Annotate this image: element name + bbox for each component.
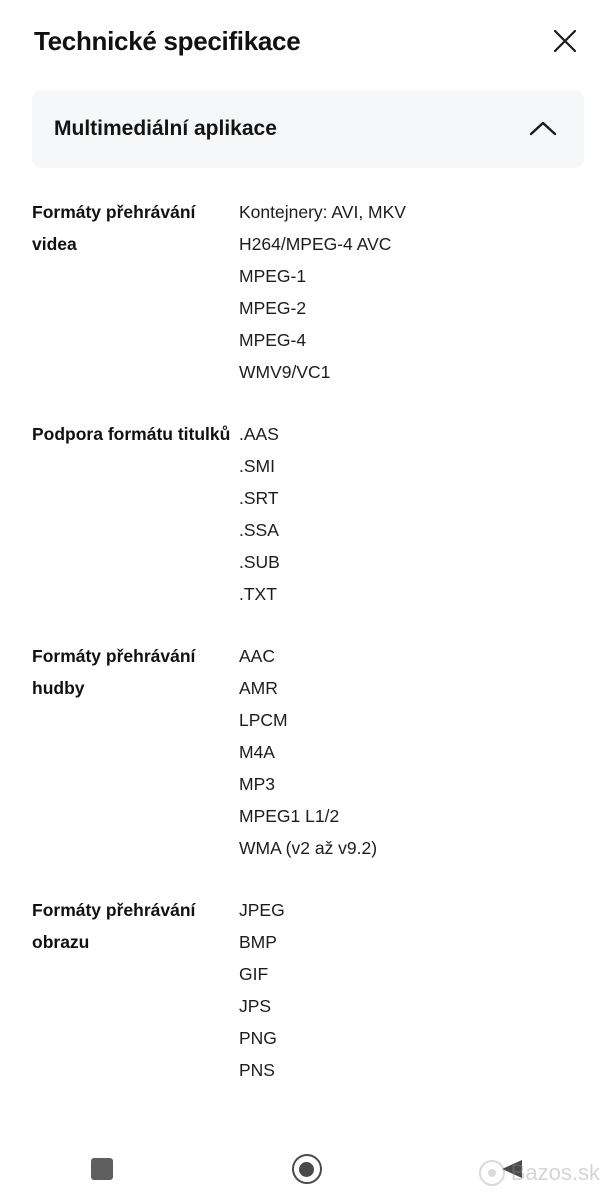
spec-values (239, 894, 584, 1086)
chevron-up-icon[interactable] (528, 119, 558, 139)
spec-values (239, 196, 584, 388)
spec-value: JPEG (239, 900, 285, 920)
spec-value: JPS (239, 996, 272, 1016)
spec-value: .SRT (239, 488, 279, 508)
spec-value: .SSA (239, 520, 279, 540)
spec-value: WMV9/VC1 (239, 362, 331, 382)
spec-value: MP3 (239, 774, 275, 794)
dialog-header (0, 0, 614, 78)
spec-value: MPEG-2 (239, 298, 307, 318)
nav-back-button[interactable] (452, 1138, 572, 1200)
spec-value: .AAS (239, 424, 279, 444)
circle-home-icon (292, 1154, 322, 1184)
watermark-text: Bazos.sk (510, 1160, 600, 1185)
spec-value: BMP (239, 932, 277, 952)
spec-values (239, 640, 584, 864)
spec-label: Podpora formátu titulků (32, 424, 231, 444)
spec-value: PNG (239, 1028, 277, 1048)
spec-row (32, 640, 584, 864)
back-triangle-icon (498, 1157, 526, 1181)
nav-home-button[interactable] (247, 1138, 367, 1200)
spec-value: Kontejnery: AVI, MKV (239, 202, 406, 222)
system-navigation-bar (0, 1138, 614, 1200)
spec-value: .TXT (239, 584, 277, 604)
spec-row (32, 418, 584, 610)
spec-value: PNS (239, 1060, 275, 1080)
page-title: Technické specifikace (34, 25, 301, 56)
spec-value: M4A (239, 742, 275, 762)
spec-row (32, 894, 584, 1086)
section-accordion-multimedia[interactable] (32, 90, 584, 168)
spec-value: LPCM (239, 710, 288, 730)
spec-value: .SMI (239, 456, 275, 476)
spec-value: GIF (239, 964, 269, 984)
section-title: Multimediální aplikace (54, 117, 277, 140)
spec-label: Formáty přehrávání videa (32, 202, 196, 254)
close-button[interactable] (546, 22, 584, 60)
spec-value: MPEG-1 (239, 266, 307, 286)
spec-values (239, 418, 584, 610)
spec-value: WMA (v2 až v9.2) (239, 838, 378, 858)
spec-list (0, 168, 614, 1086)
spec-value: H264/MPEG-4 AVC (239, 234, 392, 254)
spec-value: AAC (239, 646, 275, 666)
spec-value: AMR (239, 678, 278, 698)
spec-value: MPEG-4 (239, 330, 307, 350)
nav-recents-button[interactable] (42, 1138, 162, 1200)
spec-label: Formáty přehrávání obrazu (32, 900, 196, 952)
spec-label: Formáty přehrávání hudby (32, 646, 196, 698)
square-recents-icon (91, 1158, 113, 1180)
spec-row (32, 196, 584, 388)
spec-value: MPEG1 L1/2 (239, 806, 340, 826)
close-icon (552, 28, 578, 54)
spec-value: .SUB (239, 552, 280, 572)
